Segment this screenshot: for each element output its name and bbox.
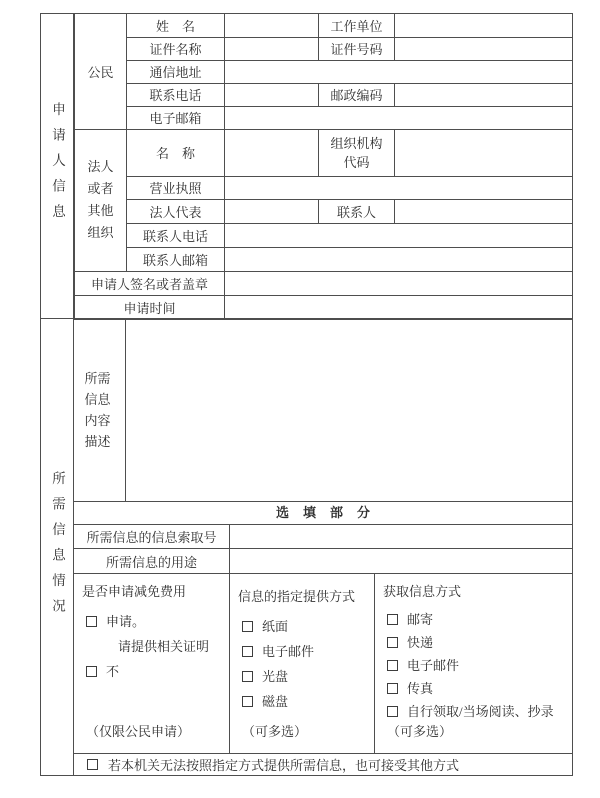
phone-label: 联系电话 [127, 83, 225, 106]
content-description-row [74, 319, 572, 502]
cert-name-value-cell[interactable] [225, 37, 319, 60]
email-label: 电子邮箱 [127, 106, 225, 129]
option-paper[interactable]: 纸面 [238, 616, 370, 637]
provide-method-footnote: （可多选） [242, 724, 308, 739]
obtain-method-cell [375, 574, 572, 753]
checkbox-icon[interactable] [86, 616, 97, 627]
contact-phone-label: 联系人电话 [127, 223, 225, 247]
phone-value-cell[interactable] [225, 83, 319, 106]
option-mail[interactable]: 邮寄 [383, 609, 568, 630]
index-number-label: 所需信息的信息索取号 [74, 525, 230, 548]
contact-phone-value-cell[interactable] [225, 223, 573, 247]
org-code-value-cell[interactable] [395, 129, 573, 176]
work-unit-label: 工作单位 [319, 14, 395, 37]
provide-method-cell [230, 574, 375, 753]
option-cd[interactable]: 光盘 [238, 666, 370, 687]
address-label: 通信地址 [127, 60, 225, 83]
citizen-group-label: 公民 [75, 14, 127, 129]
contact-email-value-cell[interactable] [225, 247, 573, 271]
business-license-label: 营业执照 [127, 176, 225, 199]
checkbox-icon[interactable] [242, 671, 253, 682]
option-obtain-email[interactable]: 电子邮件 [383, 655, 568, 676]
checkbox-icon[interactable] [87, 759, 98, 770]
applicant-info-section-label: 申请人信息 [50, 102, 65, 230]
applicant-info-section [41, 14, 572, 319]
name-label: 姓 名 [127, 14, 225, 37]
obtain-method-header: 获取信息方式 [383, 584, 462, 599]
contact-value-cell[interactable] [395, 199, 573, 223]
org-name-label: 名 称 [127, 129, 225, 176]
applicant-info-body [74, 14, 572, 318]
work-unit-value-cell[interactable] [395, 14, 573, 37]
content-desc-value-cell[interactable] [126, 319, 572, 501]
applicant-side-header [41, 14, 74, 318]
other-method-note: 若本机关无法按照指定方式提供所需信息，也可接受其他方式 [108, 758, 460, 773]
email-value-cell[interactable] [225, 106, 573, 129]
legal-rep-label: 法人代表 [127, 199, 225, 223]
required-info-section [41, 319, 572, 775]
option-apply[interactable]: 申请。 [82, 611, 225, 632]
checkbox-icon[interactable] [242, 646, 253, 657]
purpose-row [74, 549, 572, 574]
application-form [40, 13, 573, 776]
postal-code-value-cell[interactable] [395, 83, 573, 106]
contact-email-label: 联系人邮箱 [127, 247, 225, 271]
option-fax[interactable]: 传真 [383, 678, 568, 699]
provide-method-header: 信息的指定提供方式 [238, 589, 356, 604]
org-name-value-cell[interactable] [225, 129, 319, 176]
options-row [74, 574, 572, 754]
checkbox-icon[interactable] [387, 660, 398, 671]
fee-waiver-header: 是否申请减免费用 [82, 584, 187, 599]
cert-number-value-cell[interactable] [395, 37, 573, 60]
checkbox-icon[interactable] [86, 666, 97, 677]
business-license-value-cell[interactable] [225, 176, 573, 199]
purpose-value-cell[interactable] [230, 549, 572, 573]
checkbox-icon[interactable] [242, 621, 253, 632]
optional-section-title: 选填部分 [74, 502, 572, 525]
checkbox-icon[interactable] [387, 706, 398, 717]
checkbox-icon[interactable] [387, 683, 398, 694]
other-method-option[interactable] [74, 754, 572, 775]
cert-name-label: 证件名称 [127, 37, 225, 60]
postal-code-label: 邮政编码 [319, 83, 395, 106]
required-info-body [74, 319, 572, 775]
option-self-pickup[interactable]: 自行领取/当场阅读、抄录 [383, 701, 568, 722]
legal-rep-value-cell[interactable] [225, 199, 319, 223]
fee-waiver-footnote: （仅限公民申请） [86, 724, 191, 739]
address-value-cell[interactable] [225, 60, 573, 83]
option-express[interactable]: 快递 [383, 632, 568, 653]
checkbox-icon[interactable] [387, 614, 398, 625]
option-email[interactable]: 电子邮件 [238, 641, 370, 662]
org-code-label: 组织机构代码 [319, 129, 395, 176]
index-number-value-cell[interactable] [230, 525, 572, 548]
option-no[interactable]: 不 [82, 661, 225, 682]
purpose-label: 所需信息的用途 [74, 549, 230, 573]
content-desc-label: 所需信息内容描述 [74, 319, 126, 501]
option-disk[interactable]: 磁盘 [238, 691, 370, 712]
signature-value-cell[interactable] [225, 271, 573, 295]
cert-number-label: 证件号码 [319, 37, 395, 60]
checkbox-icon[interactable] [242, 696, 253, 707]
required-side-header [41, 319, 74, 775]
legal-group-label: 法人或者其他组织 [75, 129, 127, 271]
index-number-row [74, 525, 572, 549]
required-info-section-label: 所需信息情况 [50, 470, 65, 624]
option-apply-note: 请提供相关证明 [118, 639, 210, 654]
apply-time-value-cell[interactable] [225, 295, 573, 319]
contact-label: 联系人 [319, 199, 395, 223]
fee-waiver-cell [74, 574, 230, 753]
checkbox-icon[interactable] [387, 637, 398, 648]
apply-time-label: 申请时间 [75, 295, 225, 319]
obtain-method-footnote: （可多选） [387, 724, 453, 739]
signature-label: 申请人签名或者盖章 [75, 271, 225, 295]
name-value-cell[interactable] [225, 14, 319, 37]
